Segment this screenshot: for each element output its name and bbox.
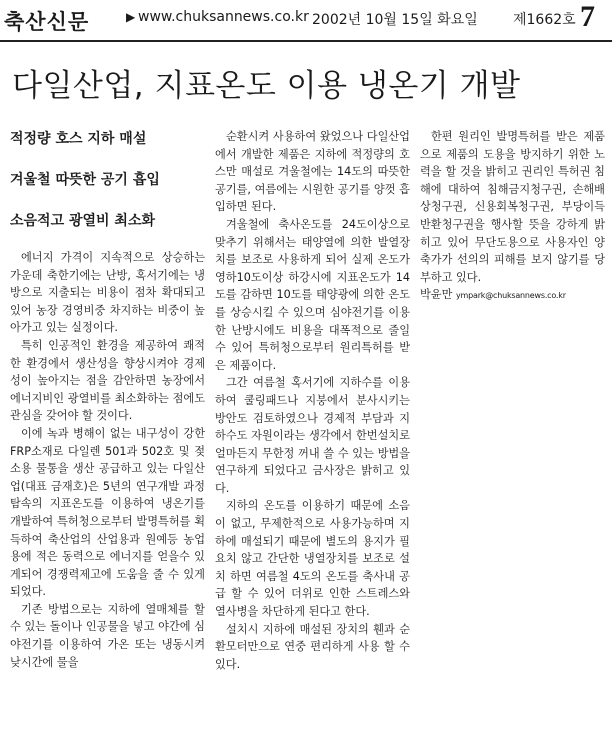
arrow-icon: ▶: [126, 10, 136, 24]
paragraph: 특히 인공적인 환경을 제공하여 쾌적한 환경에서 생산성을 향상시켜야 경제성이 높아지는 점을 감안하면 농장에서 에너지비인 광열비를 최소화하는 점에도 관심을 갖어야 할 것이다.: [10, 338, 205, 423]
subheadline: 소음적고 광열비 최소화: [10, 213, 155, 229]
body-column-3: [420, 128, 605, 305]
masthead: [0, 0, 612, 42]
byline-name: 박윤만: [420, 288, 453, 302]
subheadline: 겨울철 따뜻한 공기 흡입: [10, 172, 160, 188]
paragraph: 이에 녹과 병해이 없는 내구성이 강한 FRP소재로 다일렌 501과 502호 및 젖소용 물통을 생산 공급하고 있는 다일산업(대표 금재호)은 5년의 연구개발 과정 탐속의 지표온도를 이용하여 냉온기를 개발하여 특허청으로부터 발명특허를 획득하여 축산업의 산업용과 원예등 농업용에 적은 동력으로 에너지를 얻을수 있게되어 경쟁력제고에 도움을 줄 수 있게 되었다.: [10, 426, 205, 599]
newspaper-name: 축산신문: [4, 10, 90, 34]
page-number: 7: [580, 0, 595, 33]
paragraph: 겨울철에 축사온도를 24도이상으로 맞추기 위해서는 태양열에 의한 발열장치를 보조로 사용하게 되어 실제 온도가 영하10도이상 하강시에 지표온도가 14도를 감하면 10도를 태양광에 의한 온도를 상승시킬 수 있으며 심야전기를 이용한 난방시에도 비용을 대폭적으로 줄일 수 있어 특허청으로부터 원리특허를 받은 제품이다.: [215, 217, 410, 372]
byline-email: ympark@chuksannews.co.kr: [455, 291, 566, 301]
article-headline: 다일산업, 지표온도 이용 냉온기 개발: [12, 68, 521, 104]
paragraph: 한편 원리인 발명특허를 받은 제품으로 제품의 도용을 방지하기 위한 노력을 할 것을 밝히고 권리인 특허권 침해에 대하여 침해금지청구권, 손해배상청구권, 신용회복청구권, 부당이득반환청구권을 행사할 뜻을 강하게 밝히고 있어 무단도용으로 사용자인 양축가가 선의의 피해를 보지 않기를 당부하고 있다.: [420, 130, 605, 284]
paragraph: 순환시켜 사용하여 왔었으나 다일산업에서 개발한 제품은 지하에 적정량의 호스만 매설로 겨울철에는 14도의 따뜻한 공기를, 여름에는 시원한 공기를 양껏 흡입하면 된다.: [215, 130, 410, 214]
issue-number: 제1662호: [513, 12, 576, 28]
byline: [420, 286, 605, 305]
body-column-1: [10, 249, 205, 671]
paragraph: 지하의 온도를 이용하기 때문에 소음이 없고, 무제한적으로 사용가능하며 지하에 매설되기 때문에 별도의 용지가 필요치 않고 간단한 냉열장치를 보조로 설치 하면 여름철 4도의 온도를 축사내 공급 할 수 있어 더위로 인한 스트레스와 열사병을 차단하게 된다고 한다.: [215, 499, 410, 619]
subheadlines: [10, 128, 205, 251]
subheadline: 적정량 호스 지하 매설: [10, 131, 147, 147]
paragraph: 에너지 가격이 지속적으로 상승하는 가운데 축한기에는 난방, 혹서기에는 냉방으로 지출되는 비용이 점차 확대되고 있어 농장 경영비중 차지하는 비중이 높아가고 있는 실정이다.: [10, 251, 205, 335]
body-column-2: [215, 128, 410, 673]
issue-date: 2002년 10월 15일 화요일: [312, 12, 478, 28]
paragraph: 설치시 지하에 매설된 장치의 휀과 순환모터만으로 연중 편리하게 사용 할 수 있다.: [215, 622, 410, 671]
website-url: www.chuksannews.co.kr: [138, 9, 309, 25]
paragraph: 그간 여름철 혹서기에 지하수를 이용하여 쿨링패드나 지붕에서 분사시키는 방안도 검토하였으나 경제적 부담과 지하수도 자원이라는 생각에서 한번설치로 얼마든지 무한정 꺼내 쓸 수 있는 방법을 연구하게 되었다고 금사장은 밝히고 있다.: [215, 376, 410, 495]
paragraph: 기존 방법으로는 지하에 열매체를 할 수 있는 돌이나 인공물을 넣고 야간에 심야전기를 이용하여 가온 또는 냉동시켜 낮시간에 물을: [10, 602, 205, 669]
